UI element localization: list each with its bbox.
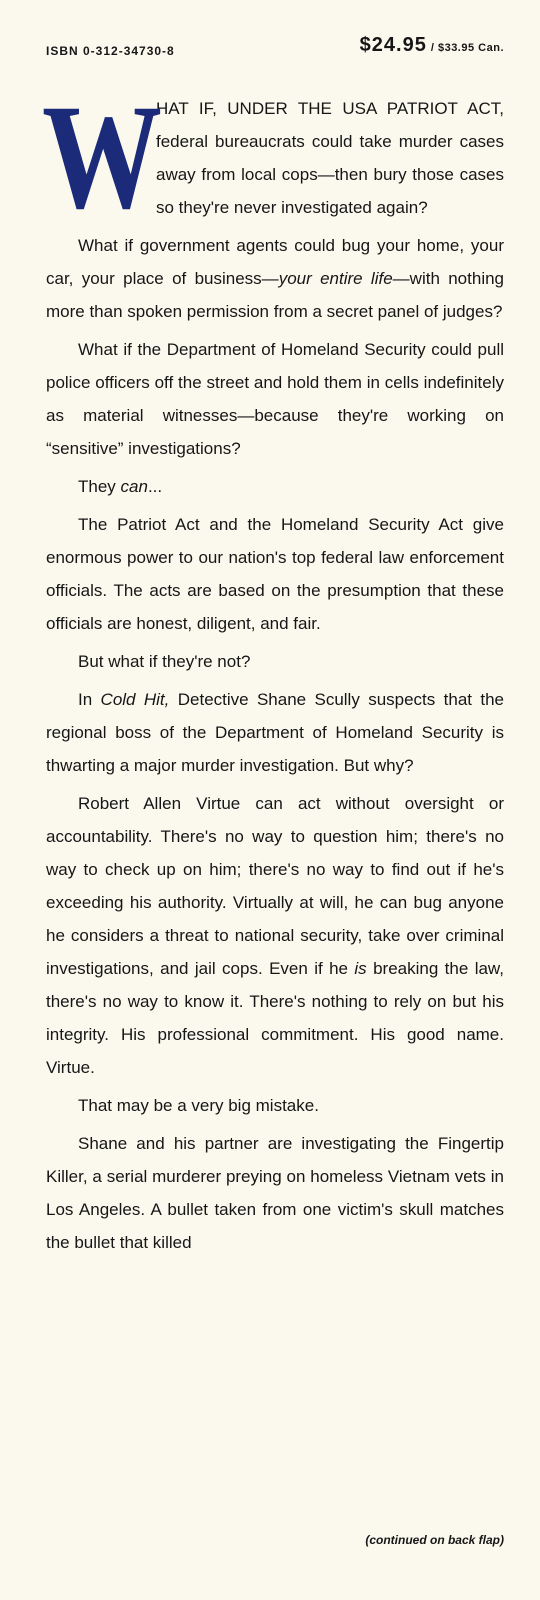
paragraph-text: Detective Shane Scully suspects that the regional boss of the Department of Homeland Security is thwarting a major murder investigation. But why? xyxy=(46,690,504,775)
italic-phrase: your entire life xyxy=(278,269,393,288)
paragraph-9: That may be a very big mistake. xyxy=(78,1096,319,1115)
paragraph-text: ... xyxy=(147,477,163,496)
isbn-number: ISBN 0-312-34730-8 xyxy=(46,44,175,58)
price-us: $24.95 xyxy=(359,34,427,56)
paragraph-text: What if government agents could bug your home, your car, your place of business— xyxy=(46,236,504,288)
paragraph-2 xyxy=(46,229,504,328)
paragraph-6: But what if they're not? xyxy=(78,652,251,671)
paragraph-text: federal bureaucrats could take murder cases away from local cops—then bury those cases so they're never investigated again? xyxy=(156,132,504,217)
paragraph-5: The Patriot Act and the Homeland Security Act give enormous power to our nation's top federal law enforcement officials. The acts are based on the presumption that these officials are honest, diligent, and fair. xyxy=(46,515,504,633)
paragraph-text: They xyxy=(78,477,121,496)
paragraph-text: breaking the law, there's no way to know it. There's nothing to rely on but his integrity. His professional commitment. His good name. Virtue. xyxy=(46,959,504,1077)
paragraph-text: In xyxy=(78,690,101,709)
paragraph-8 xyxy=(46,787,504,1084)
italic-phrase: is xyxy=(354,959,367,978)
paragraph-10: Shane and his partner are investigating the Fingertip Killer, a serial murderer preying on homeless Vietnam vets in Los Angeles. A bullet taken from one victim's skull matches the bullet that killed xyxy=(46,1134,504,1252)
italic-phrase: can xyxy=(120,477,148,496)
paragraph-4 xyxy=(46,470,504,503)
price-header xyxy=(46,34,504,62)
paragraph-1 xyxy=(42,74,504,240)
paragraph-text: Robert Allen Virtue can act without oversight or accountability. There's no way to question him; there's no way to check up on him; there's no way to find out if he's exceeding his authority. Virtually at will, he can bug anyone he considers a threat to national security, take over criminal investigations, and jail cops. Even if he xyxy=(46,794,504,978)
lead-in: HAT IF, UNDER THE USA PATRIOT ACT, xyxy=(156,99,504,118)
drop-cap: W xyxy=(42,74,162,240)
paragraph-text: —with nothing more than spoken permission from a secret panel of judges? xyxy=(46,269,504,321)
price-canada: / $33.95 Can. xyxy=(430,42,504,54)
paragraph-7 xyxy=(46,683,504,782)
price-block xyxy=(360,34,504,57)
book-title: Cold Hit, xyxy=(100,690,170,709)
continued-note: (continued on back flap) xyxy=(365,1533,504,1547)
flap-copy xyxy=(42,74,504,1264)
paragraph-3: What if the Department of Homeland Security could pull police officers off the street and hold them in cells indefinitely as material witnesses—because they're working on “sensitive” investigations? xyxy=(46,340,504,458)
